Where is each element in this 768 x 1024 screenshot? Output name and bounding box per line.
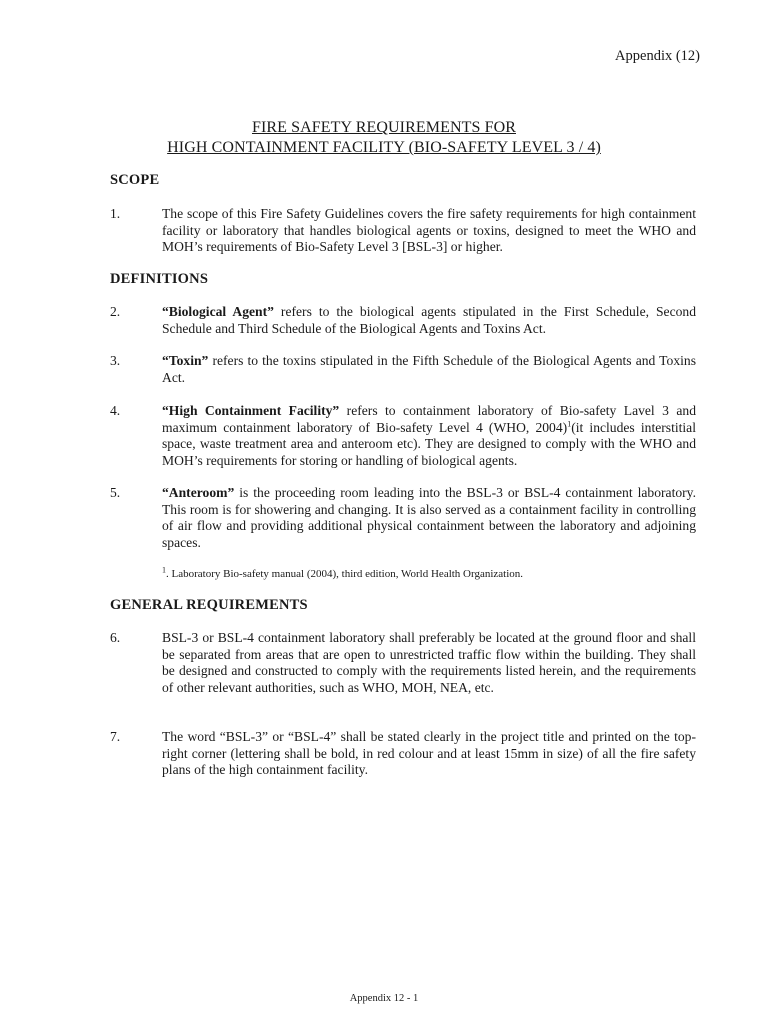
page-footer: Appendix 12 - 1 <box>349 993 419 1004</box>
paragraph-text <box>162 304 696 337</box>
paragraph-6 <box>110 630 696 696</box>
paragraph-number: 5. <box>110 485 121 500</box>
paragraph-text: The word “BSL-3” or “BSL-4” shall be stated clearly in the project title and printed on the top-right corner (lettering shall be bold, in red colour and at least 15mm in size) of all the fire safety plans of the high containment facility. <box>162 729 696 777</box>
title-line-1: FIRE SAFETY REQUIREMENTS FOR <box>251 119 516 136</box>
section-heading-scope: SCOPE <box>110 172 160 188</box>
footnote <box>162 565 524 580</box>
definition-text: is the proceeding room leading into the BSL-3 or BSL-4 containment laboratory. This room is for showering and changing. It is also served as a containment facility in controlling of air flow and providing additional physical containment between the laboratory and adjoining spaces. <box>162 485 696 550</box>
definition-text: refers to the biological agents stipulated in the First Schedule, Second Schedule and Third Schedule of the Biological Agents and Toxins Act. <box>162 304 697 336</box>
definition-text: refers to containment laboratory of Bio-safety Lavel 3 and maximum containment laboratory of Bio-safety Level 4 (WHO, 2004) <box>162 403 696 435</box>
paragraph-number: 1. <box>110 206 121 221</box>
appendix-label: Appendix (12) <box>615 48 700 64</box>
paragraph-3 <box>110 353 696 386</box>
paragraph-number: 7. <box>110 729 121 744</box>
paragraph-number: 6. <box>110 630 121 645</box>
section-heading-definitions: DEFINITIONS <box>110 271 209 287</box>
paragraph-1 <box>110 206 696 256</box>
footnote-text: . Laboratory Bio-safety manual (2004), third edition, World Health Organization. <box>166 568 524 580</box>
paragraph-text: BSL-3 or BSL-4 containment laboratory shall preferably be located at the ground floor and shall be separated from areas that are open to unrestricted traffic flow within the building. They shall be designed and constructed to comply with the requirements listed herein, and the requirements of other relevant authorities, such as WHO, MOH, NEA, etc. <box>162 630 696 695</box>
document-title <box>0 118 768 158</box>
paragraph-text <box>162 485 696 551</box>
section-heading-general-requirements: GENERAL REQUIREMENTS <box>110 597 308 613</box>
definition-text: refers to the toxins stipulated in the Fifth Schedule of the Biological Agents and Toxins Act. <box>162 353 696 385</box>
footnote-reference: 1 <box>567 418 572 428</box>
definition-text-continued: (it includes interstitial space, waste treatment area and anteroom etc). They are designed to comply with the WHO and MOH’s requirements for storing or handling of biological agents. <box>162 419 696 468</box>
paragraph-number: 2. <box>110 304 121 319</box>
paragraph-text: The scope of this Fire Safety Guidelines covers the fire safety requirements for high containment facility or laboratory that handles biological agents or toxins, designed to meet the WHO and MOH’s requirements of Bio-Safety Level 3 [BSL-3] or higher. <box>162 206 696 254</box>
paragraph-number: 4. <box>110 403 121 418</box>
paragraph-2 <box>110 304 696 337</box>
defined-term: “Toxin” <box>162 353 209 368</box>
defined-term: “Anteroom” <box>162 485 235 500</box>
paragraph-text <box>162 403 696 469</box>
paragraph-7 <box>110 729 696 779</box>
paragraph-text <box>162 353 696 386</box>
paragraph-number: 3. <box>110 353 121 368</box>
footnote-marker: 1 <box>162 565 166 575</box>
defined-term: “High Containment Facility” <box>162 403 340 418</box>
title-line-2: HIGH CONTAINMENT FACILITY (BIO-SAFETY LEVEL 3 / 4) <box>167 139 601 156</box>
defined-term: “Biological Agent” <box>162 304 274 319</box>
paragraph-5 <box>110 485 696 551</box>
paragraph-4 <box>110 403 696 469</box>
